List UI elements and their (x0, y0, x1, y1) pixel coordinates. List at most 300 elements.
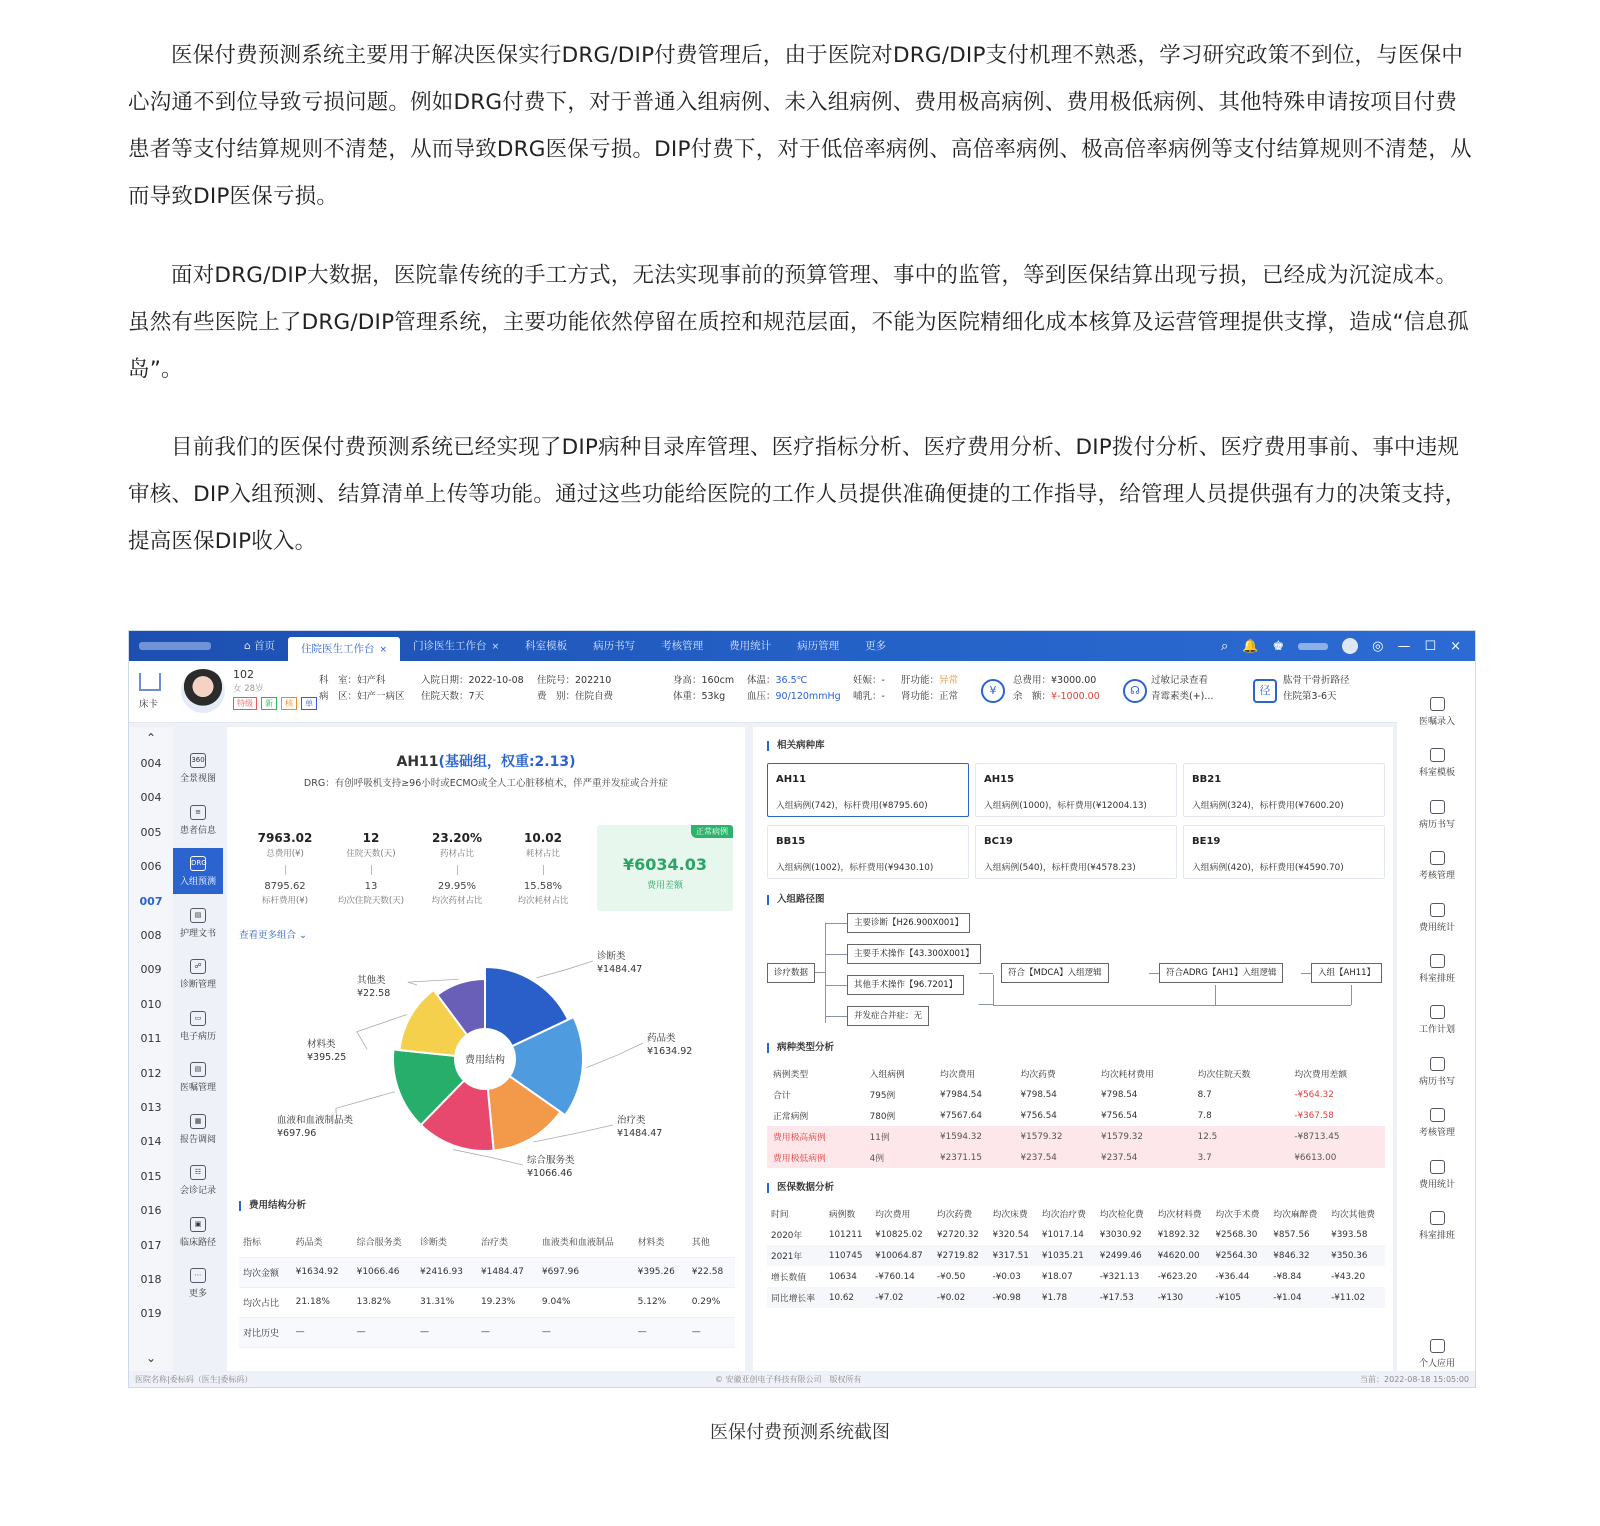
table-cell: 13.82% (353, 1287, 416, 1317)
patient-number-item[interactable]: 004 (140, 791, 162, 805)
tab-record-writing[interactable]: 病历书写 (593, 640, 636, 652)
table-cell: ¥317.51 (989, 1245, 1038, 1266)
table-cell: — (477, 1317, 538, 1347)
bp-label: 血压： (747, 691, 776, 702)
table-cell: 11例 (864, 1126, 934, 1147)
patient-number-item[interactable]: 009 (140, 963, 162, 977)
benchmark-label: 均次住院天数(天) (337, 896, 405, 906)
flow-connector (825, 1016, 847, 1017)
case-code: BE19 (1192, 836, 1221, 847)
table-cell: 对比历史 (239, 1317, 292, 1347)
table-cell: ¥1066.46 (353, 1257, 416, 1287)
table-header-cell: 病例类型 (773, 1070, 809, 1080)
tab-dept-template[interactable]: 科室模板 (525, 640, 568, 652)
nav-label: 患者信息 (179, 825, 216, 836)
table-cell: ¥10064.87 (871, 1245, 933, 1266)
metric-label: 药材占比 (439, 849, 474, 859)
more-combinations-link[interactable]: 查看更多组合 ⌄ (239, 930, 307, 941)
flow-step-adrg: 符合ADRG【AH1】入组逻辑 (1159, 963, 1283, 983)
patient-tags (233, 697, 317, 710)
table-cell: -¥321.13 (1099, 1271, 1140, 1282)
fee-difference-value: ¥6034.03 (622, 855, 707, 874)
right-nav-item-11[interactable] (1397, 1211, 1476, 1241)
nav-icon: ▣ (190, 1217, 206, 1232)
nav-label: 更多 (188, 1289, 207, 1299)
table-cell: ¥1634.92 (292, 1257, 353, 1287)
right-nav-icon (1430, 851, 1445, 865)
table-cell: 110745 (825, 1245, 871, 1266)
user-name (1298, 643, 1328, 650)
right-nav-item-12[interactable] (1397, 1339, 1476, 1369)
liver-function (901, 673, 958, 689)
admission-number: 住院号：202210 (537, 675, 612, 686)
table-row (767, 1105, 1385, 1126)
table-cell: — (416, 1317, 477, 1347)
footer-time: 当前：2022-08-18 15:05:00 (1360, 1375, 1469, 1384)
related-case-card[interactable] (1183, 825, 1385, 879)
table-cell: ¥393.58 (1331, 1229, 1368, 1240)
pie-value-label: ¥1484.47 (597, 964, 643, 975)
table-header-cell: 均次治疗费 (1041, 1210, 1086, 1220)
fee-structure-section-title: 费用结构分析 (239, 1201, 306, 1211)
right-nav-item-5[interactable] (1397, 903, 1476, 933)
table-header-cell: 均次检化费 (1099, 1210, 1144, 1220)
table-cell: -¥1.04 (1269, 1287, 1327, 1308)
right-nav-icon (1430, 903, 1445, 917)
features-paragraph: 目前我们的医保付费预测系统已经实现了DIP病种目录库管理、医疗指标分析、医疗费用分析、DIP拨付分析、医疗费用事前、事中违规审核、DIP入组预测、结算清单上传等功能。通过这些功能给医院的工作人员提供准确便捷的工作指导，给管理人员提供强有力的决策支持，提高医保DIP收入。 (128, 435, 1467, 554)
right-nav-item-4[interactable] (1397, 851, 1476, 881)
right-nav-item-6[interactable] (1397, 954, 1476, 984)
table-cell: — (538, 1317, 634, 1347)
bed-icon[interactable] (139, 673, 161, 691)
tab-more[interactable]: 更多 (865, 640, 887, 652)
fee-difference-label: 费用差额 (646, 881, 683, 891)
metric-value: 23.20% (432, 831, 482, 845)
crown-icon[interactable]: ♚ (1272, 638, 1285, 654)
table-header-cell: 材料类 (634, 1227, 688, 1257)
right-nav-icon (1430, 1108, 1445, 1122)
case-type-section-title: 病种类型分析 (767, 1043, 834, 1053)
table-cell: ¥2568.30 (1215, 1229, 1258, 1240)
table-row (239, 1287, 735, 1317)
table-header-cell: 均次手术费 (1215, 1210, 1260, 1220)
nav-item-5[interactable] (173, 951, 223, 997)
case-type-table (767, 1063, 1385, 1168)
allergy-icon: ☊ (1123, 679, 1147, 703)
insurance-section-title: 医保数据分析 (767, 1183, 834, 1193)
pie-leader-line (408, 979, 459, 985)
table-header-cell: 综合服务类 (353, 1227, 416, 1257)
table-cell: ¥1484.47 (477, 1257, 538, 1287)
table-cell: 10634 (828, 1271, 857, 1282)
table-cell: -¥0.98 (989, 1287, 1038, 1308)
table-row (239, 1257, 735, 1287)
table-cell: ¥1579.32 (1095, 1126, 1192, 1147)
table-cell: 2021年 (767, 1245, 825, 1266)
table-cell: -¥36.44 (1215, 1271, 1250, 1282)
gender-age: 女 28岁 (233, 684, 264, 694)
table-cell: ¥2499.46 (1096, 1245, 1154, 1266)
nav-item-4[interactable] (173, 900, 223, 946)
table-header-row (767, 1203, 1385, 1224)
case-code: AH11 (776, 774, 807, 785)
dept: 科 室：妇产科 (319, 675, 386, 686)
table-cell: 9.04% (538, 1287, 634, 1317)
table-cell: 2020年 (771, 1231, 803, 1241)
case-code: BB21 (1192, 774, 1222, 785)
drg-code: AH11 (396, 754, 439, 770)
patient-number-item[interactable]: 004 (140, 757, 162, 770)
case-detail: 入组病例(324)，标杆费用(¥7600.20) (1192, 801, 1344, 811)
group-path-section-title: 入组路径图 (767, 895, 825, 905)
benchmark-value: 8795.62 (264, 881, 306, 892)
drg-title (227, 751, 745, 771)
nav-item-3[interactable] (173, 848, 223, 894)
table-cell: ¥350.36 (1327, 1245, 1385, 1266)
bed-card-label[interactable]: 床卡 (139, 699, 159, 710)
settings-icon[interactable]: ◎ (1372, 638, 1384, 654)
nav-icon: ▤ (190, 1062, 206, 1077)
table-cell: ¥10825.02 (875, 1229, 923, 1240)
table-cell: ¥697.96 (538, 1257, 634, 1287)
right-nav-item-10[interactable] (1397, 1160, 1476, 1190)
table-cell: ¥3030.92 (1099, 1229, 1142, 1240)
metric-value: 10.02 (524, 831, 562, 845)
right-nav-icon (1430, 748, 1445, 762)
right-nav-icon (1430, 1005, 1445, 1019)
table-cell: ¥7984.54 (940, 1089, 983, 1100)
patient-number-item[interactable]: 016 (140, 1204, 162, 1218)
scroll-down-icon[interactable]: ⌄ (145, 1351, 157, 1365)
table-cell: 正常病例 (773, 1112, 809, 1122)
table-header-cell: 均次床费 (992, 1210, 1028, 1220)
table-cell: -¥7.02 (871, 1287, 933, 1308)
patient-number-item[interactable]: 011 (140, 1032, 162, 1046)
table-cell: ¥2416.93 (416, 1257, 477, 1287)
right-nav-item-3[interactable] (1397, 800, 1476, 830)
flow-connector (993, 1005, 1215, 1006)
home-icon: ⌂ (244, 640, 251, 652)
pie-category-label: 材料类 (307, 1039, 336, 1050)
allergy-record-link[interactable]: 过敏记录查看 (1151, 675, 1209, 686)
flow-connector (825, 985, 847, 986)
nav-item-8[interactable] (173, 1106, 223, 1152)
table-cell: 19.23% (477, 1287, 538, 1317)
table-cell: ¥7567.64 (940, 1110, 983, 1121)
metric-label: 总费用(¥) (266, 849, 304, 859)
tag-check: 核 (281, 697, 297, 710)
table-header-cell: 均次住院天数 (1197, 1070, 1251, 1080)
pie-category-label: 药品类 (647, 1033, 676, 1044)
patient-number-item[interactable]: 006 (140, 860, 162, 874)
drg-description: DRG：有创呼吸机支持≥96小时或ECMO或全人工心脏移植术，伴严重并发症或合并症 (303, 778, 669, 789)
nav-item-2[interactable] (173, 797, 223, 843)
pie-leader-line (587, 1043, 643, 1068)
related-case-card[interactable] (975, 763, 1177, 817)
related-case-card[interactable] (975, 825, 1177, 879)
flow-connector (979, 973, 993, 974)
table-row (767, 1147, 1385, 1168)
right-nav-label: 科室排班 (1418, 974, 1455, 984)
patient-number-item[interactable]: 013 (140, 1101, 162, 1114)
metric-label: 住院天数(天) (346, 849, 396, 859)
patient-avatar (181, 669, 225, 713)
right-nav-icon (1430, 1211, 1445, 1225)
scroll-up-icon[interactable]: ⌃ (145, 731, 157, 745)
table-cell: ¥1594.32 (934, 1126, 1015, 1147)
nav-item-11[interactable] (173, 1260, 223, 1306)
footer-hospital: 医院名称|委标码（医生|委标码） (135, 1375, 253, 1384)
tab-inpatient-workbench[interactable] (288, 637, 400, 661)
nav-label: 电子病历 (179, 1031, 216, 1042)
right-nav-icon (1430, 1339, 1445, 1353)
table-cell: -¥17.53 (1096, 1287, 1154, 1308)
related-case-card[interactable] (767, 825, 969, 879)
fee-type: 费 别：住院自费 (537, 691, 614, 702)
flow-connector (993, 975, 994, 1005)
table-cell: ¥2564.30 (1211, 1245, 1269, 1266)
nav-icon: ⋯ (190, 1268, 206, 1283)
table-cell: ¥237.54 (1095, 1147, 1192, 1168)
table-header-cell: 其他 (688, 1227, 735, 1257)
temperature-value: 36.5℃ (775, 675, 808, 686)
right-nav-label: 费用统计 (1418, 1179, 1455, 1190)
table-cell: 3.7 (1192, 1147, 1289, 1168)
patient-info-bar (129, 661, 1475, 723)
tab-home[interactable] (231, 631, 288, 661)
ward: 病 区：妇产一病区 (319, 691, 405, 702)
drg-group-panel (227, 727, 745, 1379)
tab-assessment[interactable]: 考核管理 (661, 640, 704, 652)
metric-2 (325, 831, 417, 906)
right-nav-item-1[interactable] (1397, 697, 1476, 727)
flow-connector (825, 954, 847, 955)
table-header-cell: 均次耗材费用 (1101, 1070, 1154, 1080)
nav-item-9[interactable] (173, 1157, 223, 1203)
table-cell: ¥18.07 (1041, 1271, 1073, 1282)
nav-item-7[interactable] (173, 1054, 223, 1100)
metric-1 (239, 831, 331, 906)
table-header-cell: 时间 (771, 1210, 789, 1220)
right-nav-item-2[interactable] (1397, 748, 1476, 778)
metric-divider (543, 865, 544, 875)
tab-label: 首页 (254, 640, 276, 652)
table-cell: 费用极高病例 (767, 1126, 864, 1147)
pie-value-label: ¥1066.46 (527, 1168, 573, 1179)
search-icon[interactable]: ⌕ (1220, 638, 1229, 654)
tag-special: 特级 (233, 697, 257, 710)
temperature-label: 体温： (747, 675, 776, 686)
table-row (767, 1224, 1385, 1245)
right-nav-item-7[interactable] (1397, 1005, 1476, 1035)
tab-record-mgmt[interactable]: 病历管理 (797, 640, 840, 652)
case-detail: 入组病例(420)，标杆费用(¥4590.70) (1192, 863, 1344, 873)
pie-value-label: ¥22.58 (357, 988, 391, 999)
table-cell: -¥130 (1154, 1287, 1212, 1308)
patient-number-item[interactable]: 008 (140, 929, 162, 942)
table-cell: ¥4620.00 (1154, 1245, 1212, 1266)
tab-label: 住院医生工作台 (301, 643, 375, 655)
close-icon[interactable]: × (491, 642, 500, 652)
table-cell: -¥43.20 (1331, 1271, 1366, 1282)
patient-number-item[interactable]: 012 (140, 1066, 162, 1080)
related-case-card[interactable] (1183, 763, 1385, 817)
flow-connector (979, 1004, 993, 1005)
patient-number-item[interactable]: 017 (140, 1238, 162, 1252)
table-header-cell: 均次药费 (1020, 1070, 1056, 1080)
flow-connector (1149, 973, 1159, 974)
right-nav-icon (1430, 1160, 1445, 1174)
right-nav-icon (1430, 1057, 1445, 1071)
table-cell: ¥320.54 (992, 1229, 1029, 1240)
right-nav-icon (1430, 697, 1445, 711)
clinical-path-stage: 住院第3-6天 (1283, 691, 1337, 702)
admit-date: 入院日期：2022-10-08 (421, 675, 524, 686)
table-cell: -¥760.14 (875, 1271, 915, 1282)
nav-icon: ≡ (190, 805, 206, 820)
patient-number-item[interactable]: 007 (139, 894, 163, 908)
nav-item-1[interactable] (173, 745, 223, 791)
stay-days: 住院天数：7天 (421, 691, 485, 702)
table-cell: 合计 (773, 1091, 791, 1101)
right-nav-label: 病历书写 (1418, 819, 1455, 830)
pie-value-label: ¥1634.92 (647, 1046, 693, 1057)
table-cell: 8.7 (1197, 1089, 1212, 1100)
table-cell: ¥846.32 (1269, 1245, 1327, 1266)
case-code: BB15 (776, 836, 806, 847)
nav-item-6[interactable] (173, 1003, 223, 1049)
metric-divider (285, 865, 286, 875)
right-nav-icon (1430, 954, 1445, 968)
bell-icon[interactable]: 🔔 (1242, 638, 1259, 654)
window-close-icon[interactable]: × (1450, 638, 1461, 654)
table-cell: 21.18% (292, 1287, 353, 1317)
table-cell: ¥2720.32 (936, 1229, 979, 1240)
patient-number-item[interactable]: 010 (140, 997, 162, 1011)
pie-value-label: ¥1484.47 (617, 1128, 663, 1139)
normal-case-badge: 正常病例 (691, 825, 733, 838)
pie-category-label: 诊断类 (597, 951, 626, 962)
close-icon[interactable]: × (379, 645, 388, 655)
right-nav-icon (1430, 800, 1445, 814)
flow-connector (1351, 985, 1352, 1005)
clinical-path[interactable]: 肱骨干骨折路径 (1283, 675, 1350, 686)
table-header-cell: 均次费用 (875, 1210, 911, 1220)
benchmark-value: 15.58% (523, 881, 563, 892)
insurance-data-table (767, 1203, 1385, 1308)
allergy-detail: 青霉素类(+)... (1151, 691, 1214, 702)
metric-divider (457, 865, 458, 875)
table-cell: ¥798.54 (1020, 1089, 1057, 1100)
bed-number: 102 (233, 668, 254, 681)
table-row (767, 1126, 1385, 1147)
benchmark-value: 29.95% (437, 881, 477, 892)
flow-connector (815, 972, 825, 973)
problem-paragraph: 面对DRG/DIP大数据，医院靠传统的手工方式，无法实现事前的预算管理、事中的监管，等到医保结算出现亏损，已经成为沉淀成本。虽然有些医院上了DRG/DIP管理系统，主要功能依然停留在质控和规范层面，不能为医院精细化成本核算及运营管理提供支撑，造成“信息孤岛”。 (128, 263, 1469, 382)
table-cell: 7.8 (1197, 1110, 1212, 1121)
table-cell: 同比增长率 (767, 1287, 825, 1308)
benchmark-value: 13 (364, 881, 378, 892)
metric-divider (371, 865, 372, 875)
metric-value: 7963.02 (257, 831, 313, 845)
avatar[interactable] (1342, 638, 1358, 654)
nav-label: 诊断管理 (179, 980, 216, 990)
nav-icon: ▤ (190, 908, 206, 923)
pie-category-label: 血液和血液制品类 (277, 1115, 354, 1126)
minimize-icon[interactable]: — (1397, 638, 1411, 654)
flow-connector (825, 923, 847, 924)
clinical-path-icon: 径 (1253, 679, 1277, 703)
pie-leader-line (357, 1014, 407, 1049)
tab-outpatient-workbench[interactable] (400, 631, 512, 661)
table-cell: -¥0.03 (992, 1271, 1021, 1282)
status-footer (129, 1371, 1475, 1388)
related-disease-section-title: 相关病种库 (767, 741, 825, 751)
table-cell: — (688, 1317, 735, 1347)
case-detail: 入组病例(742)，标杆费用(¥8795.60) (776, 801, 928, 811)
table-row (239, 1317, 735, 1347)
total-fee: 总费用：¥3000.00 (1013, 675, 1097, 686)
flow-connector (1301, 973, 1311, 974)
table-cell: -¥8713.45 (1288, 1126, 1385, 1147)
table-header-cell: 血液类和血液制品 (538, 1227, 634, 1257)
maximize-icon[interactable]: ☐ (1424, 638, 1437, 654)
pie-value-label: ¥395.25 (307, 1052, 347, 1063)
nav-label: 医嘱管理 (179, 1083, 216, 1093)
table-header-cell: 均次材料费 (1157, 1210, 1202, 1220)
patient-number-item[interactable]: 019 (140, 1307, 162, 1321)
table-cell: -¥8.84 (1273, 1271, 1302, 1282)
left-function-nav (173, 727, 223, 1379)
pie-category-label: 治疗类 (617, 1115, 646, 1126)
table-header-cell: 均次麻醉费 (1273, 1210, 1318, 1220)
table-cell: 795例 (869, 1091, 896, 1101)
patient-number-item[interactable]: 005 (140, 825, 162, 839)
nav-icon: DRG (190, 856, 206, 871)
patient-number-item[interactable]: 015 (140, 1169, 162, 1183)
table-cell: 4例 (864, 1147, 934, 1168)
benchmark-label: 标杆费用(¥) (261, 896, 309, 906)
nav-item-10[interactable] (173, 1209, 223, 1255)
table-header-cell: 病例数 (828, 1210, 856, 1220)
nav-icon: ☷ (190, 1165, 206, 1180)
table-cell: ¥22.58 (688, 1257, 735, 1287)
flow-criteria-node: 其他手术操作【96.7201】 (847, 975, 964, 995)
table-header-cell: 治疗类 (477, 1227, 538, 1257)
tab-fee-stats[interactable]: 费用统计 (729, 640, 772, 652)
tab-label: 门诊医生工作台 (413, 640, 487, 652)
patient-number-item[interactable]: 018 (140, 1273, 162, 1286)
balance-value: ¥-1000.00 (1051, 691, 1100, 702)
table-cell: 0.29% (688, 1287, 735, 1317)
right-nav-item-9[interactable] (1397, 1108, 1476, 1138)
table-cell: 5.12% (634, 1287, 688, 1317)
metric-value: 12 (362, 831, 380, 845)
table-row (767, 1266, 1385, 1287)
patient-number-item[interactable]: 014 (140, 1135, 162, 1149)
system-screenshot (128, 630, 1476, 1388)
right-nav-item-8[interactable] (1397, 1057, 1476, 1087)
table-header-cell: 均次其他费 (1331, 1210, 1376, 1220)
nav-label: 入组预测 (179, 877, 216, 887)
fee-difference-card (597, 825, 733, 911)
figure-caption: 医保付费预测系统截图 (710, 1422, 890, 1443)
right-nav-label: 病历书写 (1418, 1076, 1455, 1087)
analysis-panel (753, 727, 1393, 1379)
flow-connector (825, 923, 826, 1023)
liver-label: 肝功能： (901, 675, 940, 686)
related-case-card[interactable] (767, 763, 969, 817)
